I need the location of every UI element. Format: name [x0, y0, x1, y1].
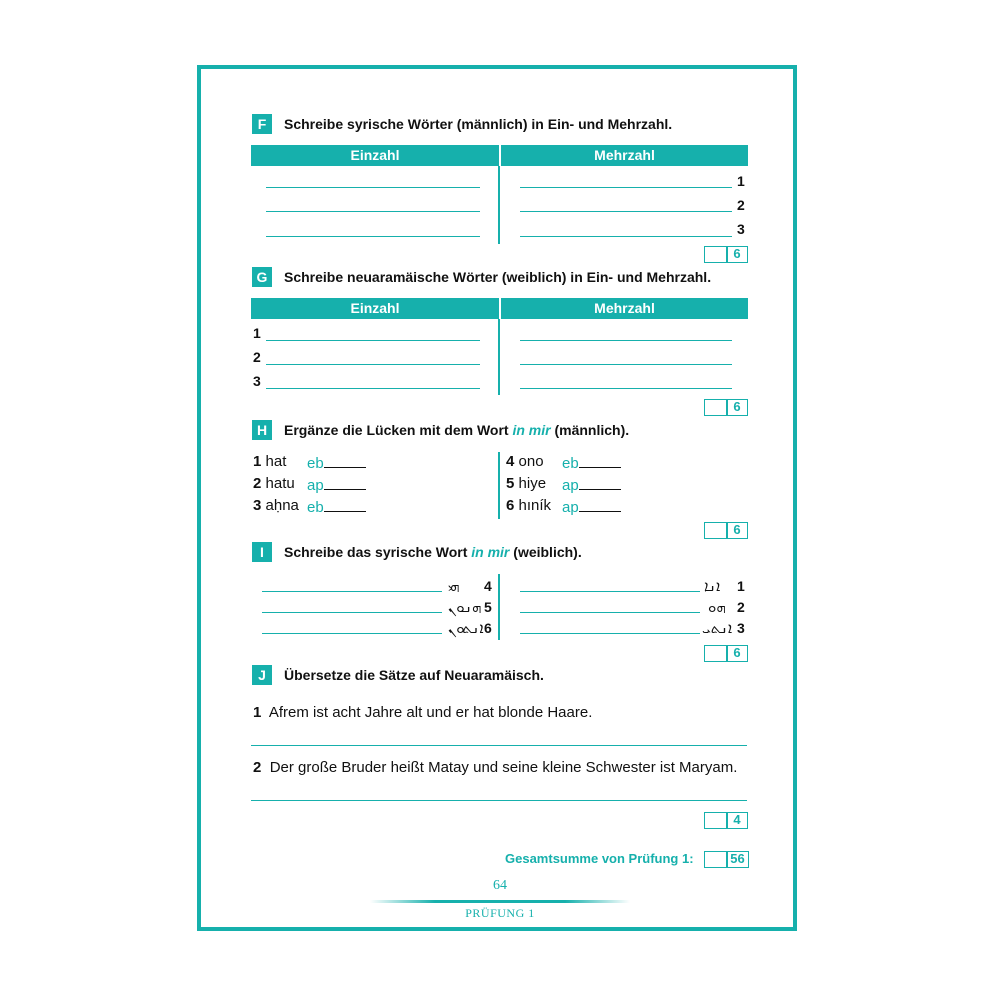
- row-number: 6: [484, 620, 492, 636]
- gap-answer[interactable]: [307, 475, 366, 495]
- blank-line[interactable]: [579, 453, 621, 468]
- item-number: 3: [253, 497, 262, 514]
- title-text: (weiblich).: [509, 544, 582, 560]
- gap-item: [506, 453, 544, 471]
- translation-sentence: [253, 704, 592, 722]
- section-j-title: Übersetze die Sätze auf Neuaramäisch.: [284, 667, 544, 683]
- answer-line[interactable]: [262, 591, 442, 592]
- gap-item: [253, 453, 286, 471]
- score-box-points: 6: [733, 645, 741, 660]
- section-i-divider: [498, 574, 500, 640]
- row-number: 1: [253, 325, 261, 341]
- answer-line[interactable]: [520, 633, 700, 634]
- item-word: hatu: [265, 475, 295, 492]
- gap-item: [253, 497, 299, 515]
- answer-line[interactable]: [266, 388, 480, 389]
- column-header-mehrzahl: Mehrzahl: [594, 147, 655, 163]
- answer-line[interactable]: [520, 612, 700, 613]
- translation-sentence: [253, 759, 737, 777]
- answer-line[interactable]: [251, 745, 747, 746]
- row-number: 3: [737, 620, 745, 636]
- item-word: hiye: [518, 475, 547, 492]
- answer-line[interactable]: [262, 612, 442, 613]
- answer-line[interactable]: [266, 236, 480, 237]
- section-f-badge: F: [252, 114, 272, 134]
- answer-line[interactable]: [262, 633, 442, 634]
- item-prefix: ap: [562, 499, 579, 516]
- blank-line[interactable]: [579, 475, 621, 490]
- section-g-title: Schreibe neuaramäische Wörter (weiblich) in Ein- und Mehrzahl.: [284, 269, 712, 285]
- section-g-badge: G: [252, 267, 272, 287]
- row-number: 3: [253, 373, 261, 389]
- syriac-word: ܗܘ: [708, 598, 726, 616]
- gap-answer[interactable]: [562, 475, 621, 495]
- section-h-title: [284, 420, 629, 440]
- gap-item: [253, 475, 295, 493]
- gap-item: [506, 497, 551, 515]
- title-emphasis: in mir: [471, 544, 510, 560]
- answer-line[interactable]: [520, 364, 732, 365]
- item-number: 2: [253, 759, 262, 776]
- column-header-einzahl: Einzahl: [350, 147, 400, 163]
- item-prefix: ap: [562, 477, 579, 494]
- answer-line[interactable]: [266, 340, 480, 341]
- footer-divider: [370, 900, 630, 903]
- blank-line[interactable]: [579, 497, 621, 512]
- row-number: 1: [737, 578, 745, 594]
- syriac-word: ܗܝ: [448, 577, 460, 595]
- item-word: hat: [265, 453, 287, 470]
- gap-answer[interactable]: [307, 453, 366, 473]
- score-box-points: 6: [733, 399, 741, 414]
- score-box[interactable]: [704, 246, 748, 263]
- title-text: Schreibe das syrische Wort: [284, 544, 472, 560]
- section-j-badge: J: [252, 665, 272, 685]
- item-prefix: ap: [307, 477, 324, 494]
- row-number: 2: [737, 599, 745, 615]
- item-number: 4: [506, 453, 515, 470]
- syriac-word: ܐܢܬܘܢ: [448, 619, 484, 637]
- syriac-word: ܐܢܬܝ: [702, 619, 733, 637]
- gap-answer[interactable]: [307, 497, 366, 517]
- item-number: 2: [253, 475, 262, 492]
- score-box-points: 4: [733, 812, 741, 827]
- blank-line[interactable]: [324, 453, 366, 468]
- item-number: 1: [253, 704, 262, 721]
- item-word: hıník: [518, 497, 552, 514]
- section-i-title: [284, 542, 582, 562]
- page-number: 64: [493, 878, 507, 893]
- row-number: 1: [737, 173, 745, 189]
- row-number: 4: [484, 578, 492, 594]
- item-prefix: eb: [307, 455, 324, 472]
- row-number: 2: [253, 349, 261, 365]
- score-box[interactable]: [704, 645, 748, 662]
- column-header-einzahl: Einzahl: [350, 300, 400, 316]
- title-text: (männlich).: [550, 422, 630, 438]
- section-g-divider: [498, 319, 500, 395]
- score-box[interactable]: [704, 812, 748, 829]
- answer-line[interactable]: [251, 800, 747, 801]
- item-number: 5: [506, 475, 515, 492]
- section-f-title: Schreibe syrische Wörter (männlich) in Ein- und Mehrzahl.: [284, 116, 673, 132]
- section-f-divider: [498, 166, 500, 244]
- score-box[interactable]: [704, 399, 748, 416]
- gap-item: [506, 475, 546, 493]
- section-h-divider: [498, 452, 500, 519]
- score-box[interactable]: [704, 522, 748, 539]
- total-points: 56: [730, 851, 745, 866]
- total-label: Gesamtsumme von Prüfung 1:: [505, 851, 694, 866]
- gap-answer[interactable]: [562, 453, 621, 473]
- syriac-word: ܗܢܘܢ: [448, 598, 482, 616]
- item-word: aḥna: [265, 497, 299, 514]
- row-number: 5: [484, 599, 492, 615]
- syriac-word: ܐܢܐ: [704, 577, 721, 595]
- answer-line[interactable]: [520, 340, 732, 341]
- item-prefix: eb: [307, 499, 324, 516]
- blank-line[interactable]: [324, 497, 366, 512]
- title-emphasis: in mir: [512, 422, 551, 438]
- section-h-badge: H: [252, 420, 272, 440]
- item-number: 6: [506, 497, 515, 514]
- gap-answer[interactable]: [562, 497, 621, 517]
- row-number: 3: [737, 221, 745, 237]
- section-g-table-header: [251, 298, 748, 319]
- section-f-table-header: [251, 145, 748, 166]
- sentence-text: Afrem ist acht Jahre alt und er hat blonde Haare.: [268, 704, 593, 721]
- item-number: 1: [253, 453, 262, 470]
- answer-line[interactable]: [520, 591, 700, 592]
- answer-line[interactable]: [520, 236, 732, 237]
- row-number: 2: [737, 197, 745, 213]
- section-i-badge: I: [252, 542, 272, 562]
- answer-line[interactable]: [520, 211, 732, 212]
- total-score-box[interactable]: [704, 851, 749, 868]
- item-word: ono: [518, 453, 544, 470]
- answer-line[interactable]: [266, 364, 480, 365]
- blank-line[interactable]: [324, 475, 366, 490]
- score-box-points: 6: [733, 246, 741, 261]
- answer-line[interactable]: [266, 187, 480, 188]
- item-prefix: eb: [562, 455, 579, 472]
- sentence-text: Der große Bruder heißt Matay und seine kleine Schwester ist Maryam.: [269, 759, 738, 776]
- answer-line[interactable]: [520, 388, 732, 389]
- answer-line[interactable]: [520, 187, 732, 188]
- score-box-points: 6: [733, 522, 741, 537]
- column-header-mehrzahl: Mehrzahl: [594, 300, 655, 316]
- answer-line[interactable]: [266, 211, 480, 212]
- title-text: Ergänze die Lücken mit dem Wort: [284, 422, 513, 438]
- footer-title: PRÜFUNG 1: [465, 906, 535, 920]
